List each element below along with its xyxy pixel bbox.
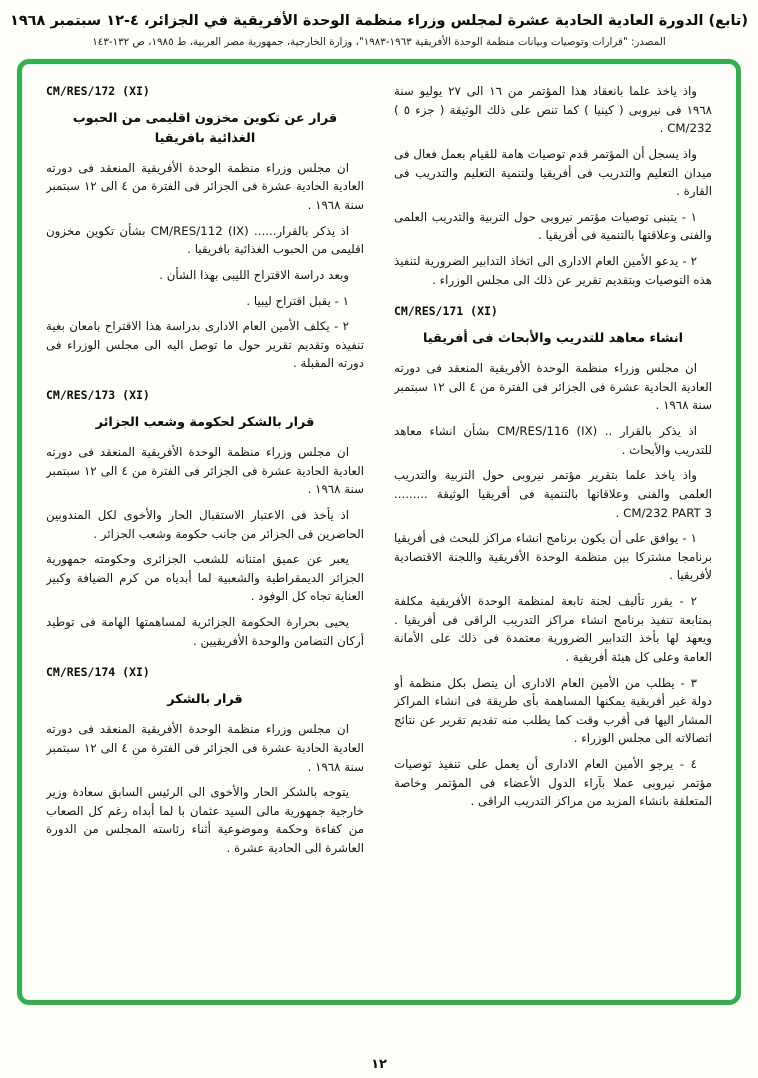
content-columns — [46, 82, 712, 986]
paragraph: اذ يذكر بالقرار...... CM/RES/112 (IX) بشأن تكوين مخزون اقليمى من الحبوب الغذائية بافريقيا . — [46, 223, 364, 257]
paragraph: ان مجلس وزراء منظمة الوحدة الأفريقية المنعقد فى دورته العادية الحادية عشرة فى الجزائر فى الفترة من ٤ الى ١٢ سبتمبر سنة ١٩٦٨ . — [46, 160, 364, 213]
paragraph: واذ ياخذ علما بتقرير مؤتمر نيروبى حول التربية والتدريب العلمى والفنى وعلاقاتها بالتنمية فى أفريقيا الوثيقة ......... CM/232 PART 3 . — [394, 468, 712, 520]
resolution-title: انشاء معاهد للتدريب والأبحاث فى أفريقيا — [422, 331, 684, 347]
column-right — [394, 82, 712, 986]
paragraph: يتوجه بالشكر الحار والأخوى الى الرئيس السابق سعادة وزير خارجية جمهورية مالى السيد عثمان با لما أبداه رغم كل الصعاب من كفاءة وحكمة وموضوعية أثناء رئاسته المجلس من الدورة العاشرة الى الحادية عشرة . — [46, 785, 364, 856]
resolution-code: CM/RES/171 (XI) — [394, 304, 498, 319]
resolution-title: قرار بالشكر — [167, 692, 243, 708]
paragraph: اذ يذكر بالقرار .. CM/RES/116 (IX) بشأن انشاء معاهد للتدريب والأبحاث . — [394, 424, 712, 457]
page-header — [0, 0, 758, 48]
resolution-code: CM/RES/173 (XI) — [46, 388, 150, 403]
paragraph: ١ - يقبل اقتراح ليبيا . — [246, 293, 349, 308]
paragraph: واذ ياخذ علما بانعقاد هذا المؤتمر من ١٦ الى ٢٧ يوليو سنة ١٩٦٨ فى نيروبى ( كينيا ) كما تنص على ذلك الوثيقة ( جزء ٥ ) CM/232 . — [394, 84, 712, 136]
source-line: المصدر: "قرارات وتوصيات وبيانات منظمة الوحدة الأفريقية ١٩٦٣-١٩٨٣"، وزارة الخارجية، جمهورية مصر العربية، ط ١٩٨٥، ص ١٣٢-١٤٣ — [92, 36, 666, 48]
paragraph: وبعد دراسة الاقتراح الليبى بهذا الشأن . — [159, 267, 349, 282]
page-number: ١٢ — [371, 1057, 387, 1072]
resolution-title: قرار بالشكر لحكومة وشعب الجزائر — [95, 415, 315, 431]
resolution-code: CM/RES/172 (XI) — [46, 84, 150, 98]
paragraph: اذ يأخذ فى الاعتبار الاستقبال الحار والأخوى لكل المندوبين الحاضرين فى الجزائر من جانب حكومة وشعب الجزائر . — [46, 507, 364, 541]
column-left — [46, 82, 364, 986]
paragraph: يعبر عن عميق امتنانه للشعب الجزائرى وحكومته جمهورية الجزائر الديمقراطية والشعبية لما أبدياه من كرم الضيافة وكبير العناية تجاه كل الوفود . — [46, 552, 364, 604]
paragraph: ان مجلس وزراء منظمة الوحدة الأفريقية المنعقد فى دورته العادية الحادية عشرة فى الجزائر فى الفترة من ٤ الى ١٢ سبتمبر سنة ١٩٦٨ . — [46, 722, 364, 774]
paragraph: ٢ - يكلف الأمين العام الادارى بدراسة هذا الاقتراح بامعان بغية تنفيذه وتقديم تقرير حول ما توصل اليه الى مجلس الوزراء فى دورته المقبلة . — [46, 319, 364, 371]
paragraph: ان مجلس وزراء منظمة الوحدة الأفريقية المنعقد فى دورته العادية الحادية عشرة فى الجزائر فى الفترة من ٤ الى ١٢ سبتمبر سنة ١٩٦٨ . — [46, 445, 364, 497]
green-frame — [17, 59, 741, 1005]
paragraph: ١ - يتبنى توصيات مؤتمر نيروبى حول التربية والتدريب العلمى والفنى وعلاقتها بالتنمية فى أفريقيا . — [394, 209, 712, 243]
paragraph: يحيى بحرارة الحكومة الجزائرية لمساهمتها الهامة فى توطيد أركان التضامن والوحدة الأفريقيين . — [46, 615, 364, 648]
resolution-title: قرار عن تكوين مخزون اقليمى من الحبوب الغذائية بافريقيا — [72, 111, 338, 146]
session-title: (تابع) الدورة العادية الحادية عشرة لمجلس وزراء منظمة الوحدة الأفريقية في الجزائر، ٤-١٢ سبتمبر ١٩٦٨ — [9, 13, 748, 29]
paragraph: ٢ - يقرر تأليف لجنة تابعة لمنظمة الوحدة الأفريقية مكلفة بمتابعة تنفيذ برنامج انشاء مراكز التدريب الراقى فى أفريقيا . ويعهد لها بأخذ التدابير الضرورية معتمدة فى ذلك على الأمانة العامة وعلى كل هيئة أفريقية . — [394, 594, 712, 664]
resolution-code: CM/RES/174 (XI) — [46, 665, 150, 680]
paragraph: واذ يسجل أن المؤتمر قدم توصيات هامة للقيام بعمل فعال فى ميدان التعليم والتدريب فى أفريقيا ولتنمية التعليم والتدريب فى القارة . — [394, 146, 712, 199]
paragraph: ان مجلس وزراء منظمة الوحدة الأفريقية المنعقد فى دورته العادية الحادية عشرة فى الجزائر فى الفترة من ٤ الى ١٢ سبتمبر سنة ١٩٦٨ . — [394, 361, 712, 413]
page-footer — [0, 1057, 758, 1072]
paragraph: ٤ - يرجو الأمين العام الادارى أن يعمل على تنفيذ توصيات مؤتمر نيروبى عملا بآراء الدول الأعضاء فى المؤتمر وخاصة المتعلقة بانشاء المزيد من مراكز التدريب الراقى . — [394, 757, 712, 809]
paragraph: ٣ - يطلب من الأمين العام الادارى أن يتصل بكل منظمة أو دولة غير أفريقية يمكنها المساهمة بأى طريقة فى انشاء المراكز المشار اليها فى أقرب وقت كما يطلب منه تقديم تقرير عن نتائج اتصالاته الى مجلس الوزراء . — [394, 675, 712, 746]
paragraph: ٢ - يدعو الأمين العام الادارى الى اتخاذ التدابير الضرورية لتنفيذ هذه التوصيات وبتقديم تقرير عن ذلك الى مجلس الوزراء . — [394, 254, 712, 287]
paragraph: ١ - يوافق على أن يكون برنامج انشاء مراكز للبحث فى أفريقيا برنامجا مشتركا بين منظمة الوحدة الأفريقية واللجنة الاقتصادية لأفريقيا . — [394, 531, 712, 583]
